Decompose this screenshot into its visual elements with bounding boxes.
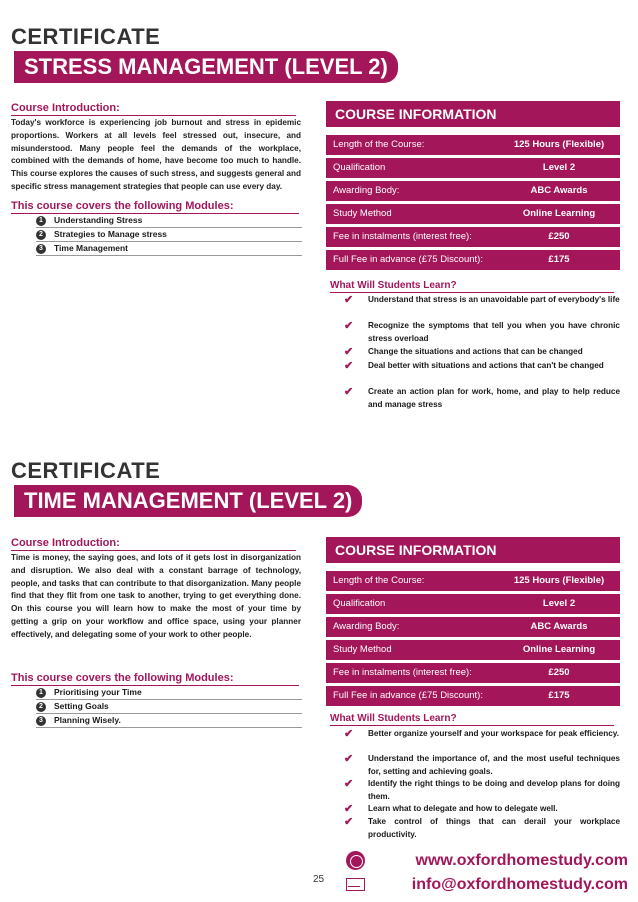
info-key: Qualification: [333, 162, 386, 173]
info-row-length: [326, 571, 620, 591]
check-icon: ✔: [344, 386, 354, 398]
learn-item: ✔ Identify the right things to be doing and develop plans for doing them.: [344, 778, 620, 801]
module-item: [36, 686, 302, 700]
check-icon: ✔: [344, 360, 354, 372]
info-row-study-method: [326, 204, 620, 224]
info-value: Online Learning: [522, 208, 596, 219]
module-label: Planning Wisely.: [54, 715, 121, 725]
info-value: Online Learning: [522, 644, 596, 655]
module-label: Time Management: [54, 243, 129, 253]
info-value: Level 2: [542, 162, 576, 173]
learn-item: ✔ Recognize the symptoms that tell you when you have chronic stress overload: [344, 320, 620, 343]
learn-item: ✔ Understand the importance of, and the most useful techniques for, setting and achieving goals.: [344, 753, 620, 776]
info-key: Fee in instalments (interest free):: [333, 231, 472, 242]
module-item: [36, 700, 302, 714]
info-key: Fee in instalments (interest free):: [333, 667, 472, 678]
module-number: 1: [36, 216, 46, 226]
intro-heading: Course Introduction:: [11, 102, 296, 116]
learn-item: ✔ Learn what to delegate and how to delegate well.: [344, 803, 558, 815]
certificate-label: CERTIFICATE: [11, 24, 161, 49]
module-number: 2: [36, 702, 46, 712]
check-icon: ✔: [344, 816, 354, 828]
info-row-awarding-body: [326, 181, 620, 201]
modules-heading: This course covers the following Modules:: [11, 672, 299, 686]
module-number: 3: [36, 244, 46, 254]
module-label: Setting Goals: [54, 701, 109, 711]
info-row-awarding-body: [326, 617, 620, 637]
course-information-box: [326, 537, 620, 706]
info-value: ABC Awards: [530, 621, 588, 632]
intro-text: Today's workforce is experiencing job burnout and stress in epidemic proportions. Workers at all levels feel stressed out, insecure, and misunderstood. Many people feel the demands of the workplace, combined with the demands of home, have become too much to handle. This course explores the causes of such stress, and suggests general and specific stress management strategies that people can use every day.: [11, 118, 301, 191]
info-key: Study Method: [333, 208, 392, 219]
info-key: Qualification: [333, 598, 386, 609]
info-value: £175: [548, 254, 570, 265]
info-key: Full Fee in advance (£75 Discount):: [333, 690, 483, 701]
learn-item: ✔ Change the situations and actions that can be changed: [344, 346, 583, 358]
module-number: 2: [36, 230, 46, 240]
module-label: Prioritising your Time: [54, 687, 142, 697]
info-row-full-fee: [326, 686, 620, 706]
info-row-qualification: [326, 594, 620, 614]
module-number: 1: [36, 688, 46, 698]
module-item: [36, 228, 302, 242]
email-link[interactable]: info@oxfordhomestudy.com: [411, 876, 628, 893]
info-key: Awarding Body:: [333, 185, 400, 196]
module-item: [36, 242, 302, 256]
website-link[interactable]: www.oxfordhomestudy.com: [415, 852, 628, 869]
mail-icon: [346, 878, 365, 891]
check-icon: ✔: [344, 778, 354, 790]
info-row-fee-instalments: [326, 663, 620, 683]
info-key: Length of the Course:: [333, 575, 425, 586]
info-value: ABC Awards: [530, 185, 588, 196]
info-row-length: [326, 135, 620, 155]
course-information-header: COURSE INFORMATION: [326, 101, 620, 127]
info-value: £250: [548, 231, 570, 242]
info-value: Level 2: [542, 598, 576, 609]
info-key: Awarding Body:: [333, 621, 400, 632]
globe-icon: [346, 851, 365, 870]
learn-item: ✔ Understand that stress is an unavoidable part of everybody's life: [344, 294, 620, 306]
intro-heading: Course Introduction:: [11, 537, 296, 551]
learn-item: ✔ Take control of things that can derail your workplace productivity.: [344, 816, 620, 839]
info-key: Length of the Course:: [333, 139, 425, 150]
check-icon: ✔: [344, 753, 354, 765]
check-icon: ✔: [344, 728, 354, 740]
info-value: £175: [548, 690, 570, 701]
info-row-full-fee: [326, 250, 620, 270]
learn-item: ✔ Better organize yourself and your workspace for peak efficiency.: [344, 728, 620, 740]
intro-text: Time is money, the saying goes, and lots of it gets lost in disorganization and disruption. We also deal with a constant barrage of technology, people, and tasks that can contribute to that disorganization. Many people find that they flit from one task to another, trying to get everything done. On this course you will learn how to make the most of your time by getting a grip on your workflow and office space, using your planner effectively, and delegating some of your work to other people.: [11, 553, 301, 639]
learn-heading: What Will Students Learn?: [330, 280, 614, 293]
course-information-header: COURSE INFORMATION: [326, 537, 620, 563]
learn-item: ✔ Create an action plan for work, home, and play to help reduce and manage stress: [344, 386, 620, 409]
course-title-banner: TIME MANAGEMENT (LEVEL 2): [14, 485, 362, 517]
info-row-fee-instalments: [326, 227, 620, 247]
module-label: Understanding Stress: [54, 215, 143, 225]
info-row-qualification: [326, 158, 620, 178]
course-information-box: [326, 101, 620, 270]
info-key: Study Method: [333, 644, 392, 655]
info-key: Full Fee in advance (£75 Discount):: [333, 254, 483, 265]
module-number: 3: [36, 716, 46, 726]
info-value: 125 Hours (Flexible): [513, 139, 605, 150]
check-icon: ✔: [344, 294, 354, 306]
info-row-study-method: [326, 640, 620, 660]
course-title-banner: STRESS MANAGEMENT (LEVEL 2): [14, 51, 398, 83]
learn-item: ✔ Deal better with situations and actions that can't be changed: [344, 360, 604, 372]
check-icon: ✔: [344, 346, 354, 358]
certificate-label: CERTIFICATE: [11, 458, 161, 483]
info-value: £250: [548, 667, 570, 678]
info-value: 125 Hours (Flexible): [513, 575, 605, 586]
module-label: Strategies to Manage stress: [54, 229, 167, 239]
modules-heading: This course covers the following Modules:: [11, 200, 299, 214]
module-item: [36, 214, 302, 228]
page-number: 25: [313, 874, 325, 885]
check-icon: ✔: [344, 803, 354, 815]
module-item: [36, 714, 302, 728]
learn-heading: What Will Students Learn?: [330, 713, 614, 726]
check-icon: ✔: [344, 320, 354, 332]
